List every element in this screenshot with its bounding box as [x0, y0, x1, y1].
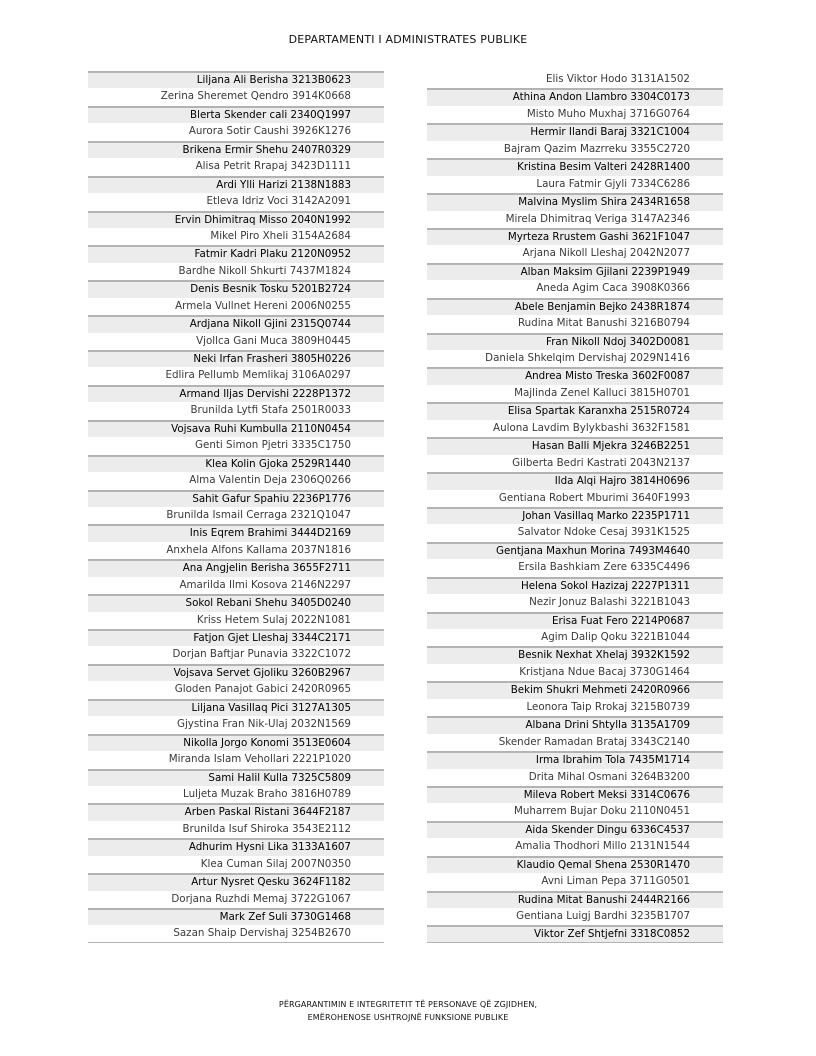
page-footer	[0, 998, 816, 1024]
name-row: Liljana Vasillaq Pici 3127A1305	[88, 699, 384, 716]
left-name-column	[88, 71, 384, 943]
name-row: Aurora Sotir Caushi 3926K1276	[88, 123, 384, 140]
footer-line-2: EMËROHENOSE USHTROJNË FUNKSIONE PUBLIKE	[307, 1013, 509, 1022]
name-row: Misto Muho Muxhaj 3716G0764	[427, 106, 723, 123]
name-row: Armela Vullnet Hereni 2006N0255	[88, 298, 384, 315]
name-row: Miranda Islam Vehollari 2221P1020	[88, 751, 384, 768]
name-row: Alban Maksim Gjilani 2239P1949	[427, 263, 723, 280]
name-row: Vojsava Ruhi Kumbulla 2110N0454	[88, 420, 384, 437]
name-row: Fran Nikoll Ndoj 3402D0081	[427, 333, 723, 350]
name-row: Arben Paskal Ristani 3644F2187	[88, 803, 384, 820]
name-row: Armand Iljas Dervishi 2228P1372	[88, 385, 384, 402]
name-row: Denis Besnik Tosku 5201B2724	[88, 280, 384, 297]
name-row: Amarilda Ilmi Kosova 2146N2297	[88, 577, 384, 594]
name-row: Neki Irfan Frasheri 3805H0226	[88, 350, 384, 367]
name-row: Mark Zef Suli 3730G1468	[88, 908, 384, 925]
name-row: Irma Ibrahim Tola 7435M1714	[427, 751, 723, 768]
name-row: Nezir Jonuz Balashi 3221B1043	[427, 594, 723, 611]
name-row: Brikena Ermir Shehu 2407R0329	[88, 141, 384, 158]
name-row: Gentiana Robert Mburimi 3640F1993	[427, 490, 723, 507]
name-row: Muharrem Bujar Doku 2110N0451	[427, 803, 723, 820]
name-row: Klea Kolin Gjoka 2529R1440	[88, 455, 384, 472]
name-row: Fatmir Kadri Plaku 2120N0952	[88, 245, 384, 262]
name-row: Bardhe Nikoll Shkurti 7437M1824	[88, 263, 384, 280]
name-row: Malvina Myslim Shira 2434R1658	[427, 193, 723, 210]
name-row: Mileva Robert Meksi 3314C0676	[427, 786, 723, 803]
name-row: Elis Viktor Hodo 3131A1502	[427, 71, 723, 88]
name-row: Luljeta Muzak Braho 3816H0789	[88, 786, 384, 803]
name-row: Ardjana Nikoll Gjini 2315Q0744	[88, 315, 384, 332]
name-row: Laura Fatmir Gjyli 7334C6286	[427, 176, 723, 193]
name-row: Liljana Ali Berisha 3213B0623	[88, 71, 384, 88]
name-row: Amalia Thodhori Millo 2131N1544	[427, 838, 723, 855]
name-row: Arjana Nikoll Lleshaj 2042N2077	[427, 245, 723, 262]
name-row: Sazan Shaip Dervishaj 3254B2670	[88, 925, 384, 942]
footer-line-1: PËRGARANTIMIN E INTEGRITETIT TË PERSONAVE QË ZGJIDHEN,	[278, 1000, 538, 1009]
name-row: Klaudio Qemal Shena 2530R1470	[427, 856, 723, 873]
name-row: Alma Valentin Deja 2306Q0266	[88, 472, 384, 489]
name-row: Majlinda Zenel Kalluci 3815H0701	[427, 385, 723, 402]
name-row: Sokol Rebani Shehu 3405D0240	[88, 594, 384, 611]
name-row: Gjystina Fran Nik-Ulaj 2032N1569	[88, 716, 384, 733]
name-row: Dorjana Ruzhdi Memaj 3722G1067	[88, 891, 384, 908]
name-row: Gloden Panajot Gabici 2420R0965	[88, 681, 384, 698]
name-row: Klea Cuman Silaj 2007N0350	[88, 856, 384, 873]
name-row: Ardi Ylli Harizi 2138N1883	[88, 176, 384, 193]
name-row: Rudina Mitat Banushi 3216B0794	[427, 315, 723, 332]
name-row: Genti Simon Pjetri 3335C1750	[88, 437, 384, 454]
name-row: Besnik Nexhat Xhelaj 3932K1592	[427, 646, 723, 663]
name-row: Blerta Skender cali 2340Q1997	[88, 106, 384, 123]
name-row: Mikel Piro Xheli 3154A2684	[88, 228, 384, 245]
name-row: Avni Liman Pepa 3711G0501	[427, 873, 723, 890]
name-row: Daniela Shkelqim Dervishaj 2029N1416	[427, 350, 723, 367]
name-row: Bekim Shukri Mehmeti 2420R0966	[427, 681, 723, 698]
name-row: Elisa Spartak Karanxha 2515R0724	[427, 402, 723, 419]
name-row: Gilberta Bedri Kastrati 2043N2137	[427, 455, 723, 472]
name-row: Leonora Taip Rrokaj 3215B0739	[427, 699, 723, 716]
name-row: Aulona Lavdim Bylykbashi 3632F1581	[427, 420, 723, 437]
name-row: Fatjon Gjet Lleshaj 3344C2171	[88, 629, 384, 646]
name-row: Edlira Pellumb Memlikaj 3106A0297	[88, 367, 384, 384]
name-row: Brunilda Ismail Cerraga 2321Q1047	[88, 507, 384, 524]
name-row: Anxhela Alfons Kallama 2037N1816	[88, 542, 384, 559]
name-row: Erisa Fuat Fero 2214P0687	[427, 612, 723, 629]
name-row: Johan Vasillaq Marko 2235P1711	[427, 507, 723, 524]
name-row: Ana Angjelin Berisha 3655F2711	[88, 559, 384, 576]
name-row: Brunilda Isuf Shiroka 3543E2112	[88, 821, 384, 838]
name-row: Gentiana Luigj Bardhi 3235B1707	[427, 908, 723, 925]
name-row: Nikolla Jorgo Konomi 3513E0604	[88, 734, 384, 751]
name-row: Brunilda Lytfi Stafa 2501R0033	[88, 402, 384, 419]
name-row: Rudina Mitat Banushi 2444R2166	[427, 891, 723, 908]
name-row: Helena Sokol Hazizaj 2227P1311	[427, 577, 723, 594]
name-row: Andrea Misto Treska 3602F0087	[427, 367, 723, 384]
name-row: Kriss Hetem Sulaj 2022N1081	[88, 612, 384, 629]
name-row: Hasan Balli Mjekra 3246B2251	[427, 437, 723, 454]
name-row: Salvator Ndoke Cesaj 3931K1525	[427, 524, 723, 541]
name-row: Mirela Dhimitraq Veriga 3147A2346	[427, 211, 723, 228]
name-row: Ilda Alqi Hajro 3814H0696	[427, 472, 723, 489]
name-row: Sami Halil Kulla 7325C5809	[88, 769, 384, 786]
name-row: Inis Eqrem Brahimi 3444D2169	[88, 524, 384, 541]
name-row: Viktor Zef Shtjefni 3318C0852	[427, 925, 723, 942]
name-row: Etleva Idriz Voci 3142A2091	[88, 193, 384, 210]
name-row: Ervin Dhimitraq Misso 2040N1992	[88, 211, 384, 228]
name-row: Dorjan Baftjar Punavia 3322C1072	[88, 646, 384, 663]
name-row: Ersila Bashkiam Zere 6335C4496	[427, 559, 723, 576]
name-row: Albana Drini Shtylla 3135A1709	[427, 716, 723, 733]
name-row: Sahit Gafur Spahiu 2236P1776	[88, 490, 384, 507]
name-row: Alisa Petrit Rrapaj 3423D1111	[88, 158, 384, 175]
name-row: Bajram Qazim Mazrreku 3355C2720	[427, 141, 723, 158]
name-row: Kristina Besim Valteri 2428R1400	[427, 158, 723, 175]
name-row: Agim Dalip Qoku 3221B1044	[427, 629, 723, 646]
name-row: Aneda Agim Caca 3908K0366	[427, 280, 723, 297]
name-row: Drita Mihal Osmani 3264B3200	[427, 769, 723, 786]
name-row: Zerina Sheremet Qendro 3914K0668	[88, 88, 384, 105]
name-row: Myrteza Rrustem Gashi 3621F1047	[427, 228, 723, 245]
name-row: Athina Andon Llambro 3304C0173	[427, 88, 723, 105]
right-name-column	[427, 71, 723, 943]
name-row: Artur Nysret Qesku 3624F1182	[88, 873, 384, 890]
name-row: Abele Benjamin Bejko 2438R1874	[427, 298, 723, 315]
name-row: Hermir Ilandi Baraj 3321C1004	[427, 123, 723, 140]
name-row: Adhurim Hysni Lika 3133A1607	[88, 838, 384, 855]
name-row: Vjollca Gani Muca 3809H0445	[88, 333, 384, 350]
page-title: DEPARTAMENTI I ADMINISTRATES PUBLIKE	[288, 33, 528, 46]
name-row: Aida Skender Dingu 6336C4537	[427, 821, 723, 838]
name-row: Gentjana Maxhun Morina 7493M4640	[427, 542, 723, 559]
name-row: Skender Ramadan Brataj 3343C2140	[427, 734, 723, 751]
name-row: Vojsava Servet Gjoliku 3260B2967	[88, 664, 384, 681]
name-row: Kristjana Ndue Bacaj 3730G1464	[427, 664, 723, 681]
